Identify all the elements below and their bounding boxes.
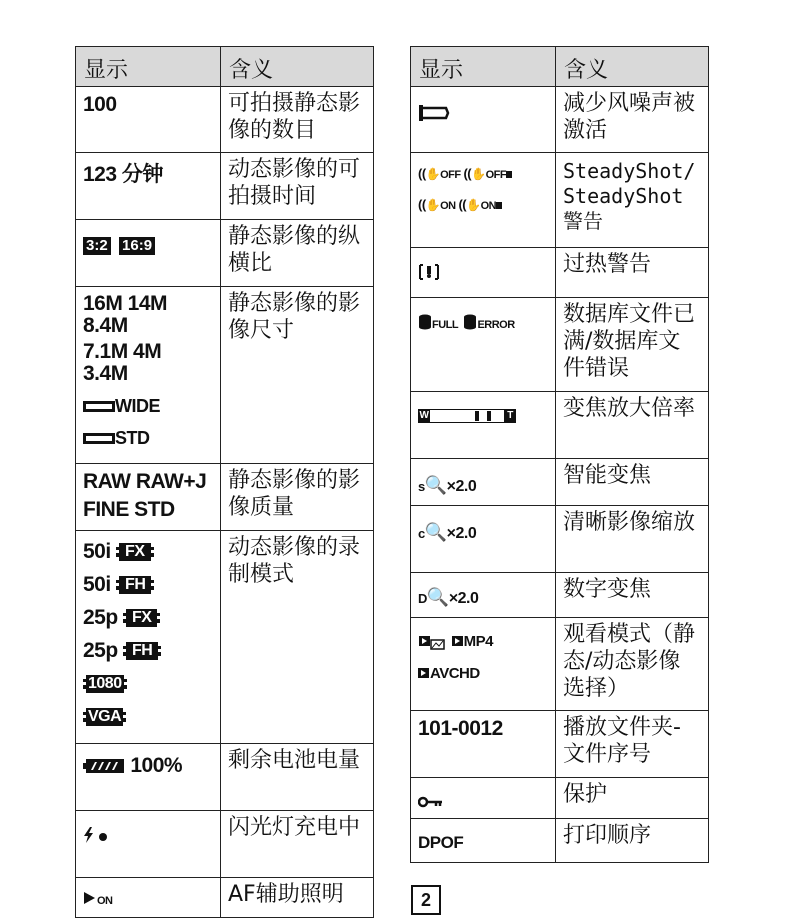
steadyshot-line: ((✋OFF ((✋OFF	[418, 167, 549, 182]
steadyshot-on: ON	[440, 200, 456, 212]
database-full-label: FULL	[432, 319, 459, 331]
size-line: 8.4M	[83, 314, 128, 337]
movie-view-icon	[418, 667, 430, 681]
table-row	[411, 573, 709, 618]
table-row	[411, 298, 709, 392]
wind-noise-icon	[418, 104, 450, 122]
vga-badge: VGA	[83, 708, 126, 726]
symbol-cell	[411, 87, 556, 153]
steadyshot-line: ((✋ON ((✋ON	[418, 198, 549, 213]
quality-line: RAW RAW+J	[83, 470, 207, 493]
left-table	[75, 46, 374, 918]
symbol-cell: 101-0012	[411, 711, 556, 778]
table-row	[76, 531, 374, 744]
symbol-cell: 100	[76, 87, 221, 153]
fh-badge: FH	[123, 642, 161, 660]
database-error-label: ERROR	[477, 319, 515, 331]
table-row	[76, 744, 374, 811]
zoom-tele-label: T	[504, 409, 516, 423]
zoom-prefix: s	[418, 479, 425, 494]
rec-mode-line: 25p FX	[83, 601, 214, 634]
meaning-cell: 打印顺序	[556, 819, 709, 863]
view-mode-line	[418, 630, 549, 654]
symbol-cell	[411, 618, 556, 711]
table-row	[411, 618, 709, 711]
table-row	[411, 506, 709, 573]
aspect-3-2-badge: 3:2	[83, 237, 111, 255]
hand-icon: ✋	[471, 167, 486, 181]
af-illuminator-icon	[83, 890, 97, 906]
table-row	[76, 464, 374, 531]
meaning-cell: 静态影像的纵横比	[221, 220, 374, 287]
table-row	[411, 819, 709, 863]
symbol-cell	[411, 573, 556, 618]
1080-badge: 1080	[83, 675, 127, 693]
table-row	[76, 220, 374, 287]
table-row	[411, 392, 709, 459]
symbol-cell	[411, 506, 556, 573]
symbol-cell	[76, 744, 221, 811]
rec-mode-line	[83, 700, 214, 733]
symbol-cell	[411, 778, 556, 819]
header-meaning: 含义	[556, 47, 709, 87]
battery-icon	[83, 757, 125, 775]
header-symbol: 显示	[76, 47, 221, 87]
fx-badge: FX	[116, 543, 153, 561]
std-line	[83, 427, 214, 449]
database-icon	[463, 314, 477, 330]
symbol-cell	[76, 878, 221, 918]
meaning-cell: 闪光灯充电中	[221, 811, 374, 878]
meaning-cell: 剩余电池电量	[221, 744, 374, 811]
symbol-cell	[76, 811, 221, 878]
table-row	[411, 711, 709, 778]
panorama-icon	[83, 399, 115, 413]
symbol-cell	[411, 298, 556, 392]
meaning-cell: 可拍摄静态影像的数目	[221, 87, 374, 153]
database-icon	[418, 314, 432, 330]
meaning-cell: 动态影像的录制模式	[221, 531, 374, 744]
meaning-cell: AF辅助照明	[221, 878, 374, 918]
rec-mode-line: 50i FH	[83, 568, 214, 601]
fx-badge: FX	[123, 609, 160, 627]
size-line: 7.1M 4M	[83, 340, 162, 363]
table-row	[76, 878, 374, 918]
meaning-cell: 清晰影像缩放	[556, 506, 709, 573]
magnifier-icon: 🔍	[424, 522, 447, 542]
size-line: 16M 14M	[83, 292, 168, 315]
symbol-cell: DPOF	[411, 819, 556, 863]
meaning-cell: 保护	[556, 778, 709, 819]
symbol-cell	[76, 464, 221, 531]
table-row	[411, 87, 709, 153]
mp4-label: MP4	[463, 633, 494, 650]
zoom-factor: ×2.0	[446, 525, 477, 542]
panorama-icon	[83, 431, 115, 445]
right-table	[410, 46, 709, 863]
size-line: 3.4M	[83, 362, 128, 385]
steadyshot-on-warning: ON	[480, 200, 497, 212]
table-row	[411, 459, 709, 506]
zoom-wide-label: W	[419, 410, 429, 422]
still-view-icon	[418, 634, 448, 650]
meaning-cell: 播放文件夹-文件序号	[556, 711, 709, 778]
symbol-cell	[411, 459, 556, 506]
meaning-cell: 数据库文件已满/数据库文件错误	[556, 298, 709, 392]
symbol-cell	[76, 220, 221, 287]
symbol-cell: 123 分钟	[76, 153, 221, 220]
af-illuminator-on: ON	[97, 895, 113, 907]
magnifier-icon: 🔍	[424, 475, 447, 495]
zoom-prefix: c	[418, 526, 425, 541]
meaning-cell: 观看模式（静态/动态影像选择）	[556, 618, 709, 711]
meaning-cell: 过热警告	[556, 248, 709, 298]
avchd-label: AVCHD	[430, 665, 480, 682]
rec-mode-line: 50i FX	[83, 535, 214, 568]
table-row	[76, 287, 374, 464]
view-mode-line	[418, 662, 549, 686]
symbol-cell	[411, 248, 556, 298]
table-row	[76, 153, 374, 220]
meaning-cell: SteadyShot/ SteadyShot 警告	[556, 153, 709, 248]
magnifier-icon: 🔍	[426, 587, 449, 607]
wide-label: WIDE	[115, 396, 160, 416]
table-row	[411, 153, 709, 248]
overheat-warning-icon	[418, 263, 440, 281]
zoom-scale-icon	[418, 409, 516, 423]
meaning-cell: 动态影像的可拍摄时间	[221, 153, 374, 220]
hand-icon: ✋	[466, 198, 481, 212]
symbol-cell	[76, 287, 221, 464]
meaning-cell: 静态影像的影像尺寸	[221, 287, 374, 464]
header-meaning: 含义	[221, 47, 374, 87]
header-row	[76, 47, 374, 87]
steadyshot-off-warning: OFF	[485, 169, 507, 181]
quality-line: FINE STD	[83, 498, 175, 521]
wide-line	[83, 395, 214, 417]
meaning-cell: 减少风噪声被激活	[556, 87, 709, 153]
warning-icon	[506, 171, 512, 178]
meaning-cell: 智能变焦	[556, 459, 709, 506]
meaning-cell: 变焦放大倍率	[556, 392, 709, 459]
movie-view-icon	[452, 635, 464, 649]
warning-icon	[496, 202, 502, 209]
steadyshot-off: OFF	[440, 169, 461, 181]
section-marker: 2	[411, 885, 441, 915]
symbol-cell	[411, 392, 556, 459]
zoom-marker	[487, 411, 491, 421]
aspect-16-9-badge: 16:9	[119, 237, 155, 255]
table-row	[76, 87, 374, 153]
symbol-cell	[76, 531, 221, 744]
hand-icon: ✋	[425, 167, 441, 181]
table-row	[411, 778, 709, 819]
table-row	[411, 248, 709, 298]
zoom-marker	[475, 411, 479, 421]
zoom-factor: ×2.0	[446, 478, 477, 495]
rec-mode-line: 25p FH	[83, 634, 214, 667]
symbol-cell	[411, 153, 556, 248]
table-row	[76, 811, 374, 878]
header-row	[411, 47, 709, 87]
zoom-factor: ×2.0	[448, 590, 479, 607]
zoom-prefix: D	[418, 591, 427, 606]
meaning-cell: 静态影像的影像质量	[221, 464, 374, 531]
flash-charging-icon	[83, 826, 113, 844]
protect-key-icon	[418, 796, 444, 808]
hand-icon: ✋	[425, 198, 441, 212]
header-symbol: 显示	[411, 47, 556, 87]
battery-percent: 100%	[130, 754, 183, 777]
std-label: STD	[115, 428, 150, 448]
rec-mode-line	[83, 667, 214, 700]
meaning-cell: 数字变焦	[556, 573, 709, 618]
fh-badge: FH	[116, 576, 154, 594]
